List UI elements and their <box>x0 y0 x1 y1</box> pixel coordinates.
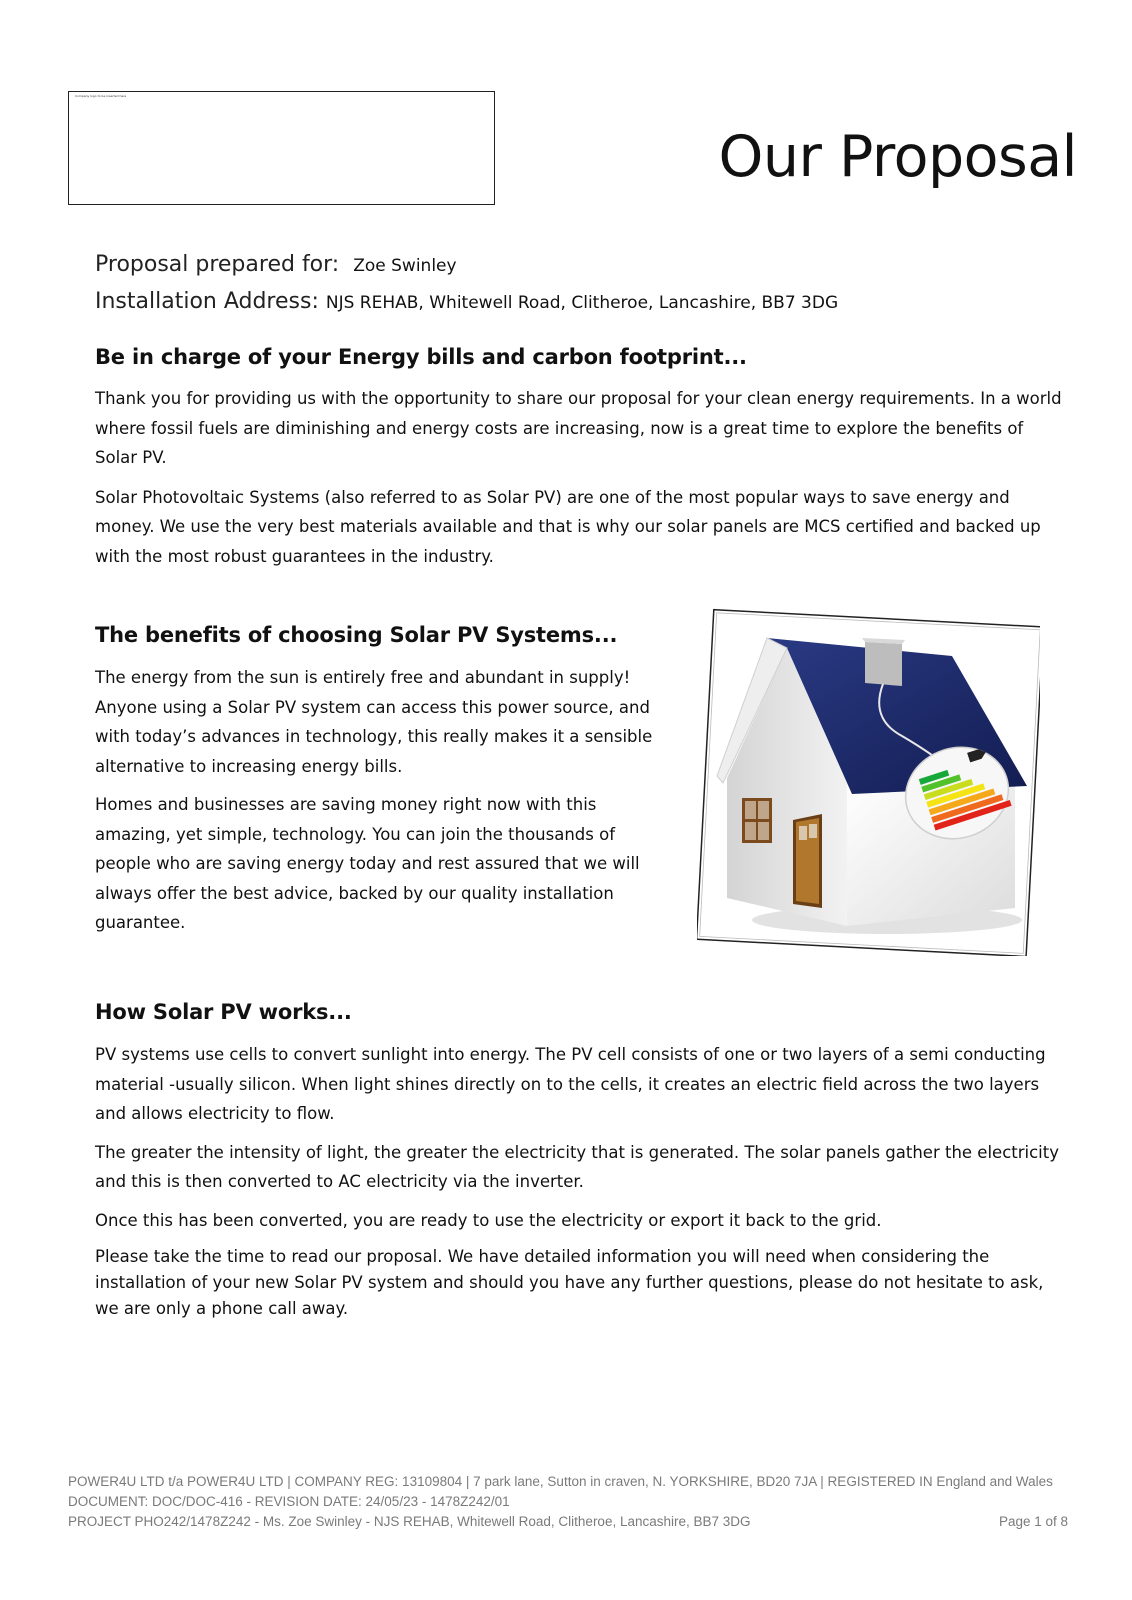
installation-address-label: Installation Address: <box>95 289 319 314</box>
installation-address <box>95 289 838 314</box>
footer-project-row <box>68 1512 1068 1532</box>
how-paragraph: Please take the time to read our proposal. We have detailed information you will need when considering the installation of your new Solar PV system and should you have any further questions, please do not hesitate to ask, we are only a phone call away. <box>95 1247 1044 1318</box>
logo-caption: Company logo to be inserted here <box>75 94 127 98</box>
footer-project-line: PROJECT PHO242/1478Z242 - Ms. Zoe Swinley - NJS REHAB, Whitewell Road, Clitheroe, Lancashire, BB7 3DG <box>68 1514 751 1529</box>
page-number: Page 1 of 8 <box>998 1514 1068 1529</box>
benefits-section <box>95 623 670 938</box>
intro-paragraph: Solar Photovoltaic Systems (also referred to as Solar PV) are one of the most popular ways to save energy and money. We use the very best materials available and that is why our solar panels are MCS certified and backed up with the most robust guarantees in the industry. <box>95 487 1041 566</box>
benefits-paragraph: Homes and businesses are saving money right now with this amazing, yet simple, technology. You can join the thousands of people who are saving energy today and rest assured that we will always offer the best advice, backed by our quality installation guarantee. <box>95 795 640 932</box>
intro-heading: Be in charge of your Energy bills and carbon footprint... <box>95 345 747 369</box>
how-paragraph: The greater the intensity of light, the greater the electricity that is generated. The solar panels gather the electricity and this is then converted to AC electricity via the inverter. <box>95 1142 1059 1191</box>
page-footer <box>68 1472 1068 1532</box>
prepared-for-value: Zoe Swinley <box>353 256 457 276</box>
intro-paragraph: Thank you for providing us with the opportunity to share our proposal for your clean energy requirements. In a world where fossil fuels are diminishing and energy costs are increasing, now is a great time to explore the benefits of Solar PV. <box>95 389 1062 467</box>
installation-address-value: NJS REHAB, Whitewell Road, Clitheroe, Lancashire, BB7 3DG <box>325 293 839 313</box>
footer-company-line: POWER4U LTD t/a POWER4U LTD | COMPANY REG: 13109804 | 7 park lane, Sutton in craven, N. YORKSHIRE, BD20 7JA | REGISTERED IN England and Wales <box>68 1474 1053 1489</box>
footer-document-line: DOCUMENT: DOC/DOC-416 - REVISION DATE: 24/05/23 - 1478Z242/01 <box>68 1494 510 1509</box>
how-paragraph: Once this has been converted, you are ready to use the electricity or export it back to the grid. <box>95 1210 882 1230</box>
benefits-paragraph: The energy from the sun is entirely free and abundant in supply! Anyone using a Solar PV system can access this power source, and with today’s advances in technology, this really makes it a sensible alternative to increasing energy bills. <box>95 668 653 776</box>
benefits-heading: The benefits of choosing Solar PV Systems... <box>95 623 618 647</box>
page-title: Our Proposal <box>718 124 1077 190</box>
how-paragraph: PV systems use cells to convert sunlight into energy. The PV cell consists of one or two layers of a semi conducting material -usually silicon. When light shines directly on to the cells, it creates an electric field across the two layers and allows electricity to flow. <box>95 1045 1046 1123</box>
how-heading: How Solar PV works... <box>95 1000 352 1024</box>
house-energy-rating-image <box>697 608 1040 956</box>
prepared-for-label: Proposal prepared for: <box>95 252 340 277</box>
logo-placeholder <box>68 91 495 205</box>
intro-section <box>95 345 1070 571</box>
how-it-works-section <box>95 1000 1070 1322</box>
prepared-for <box>95 252 457 277</box>
